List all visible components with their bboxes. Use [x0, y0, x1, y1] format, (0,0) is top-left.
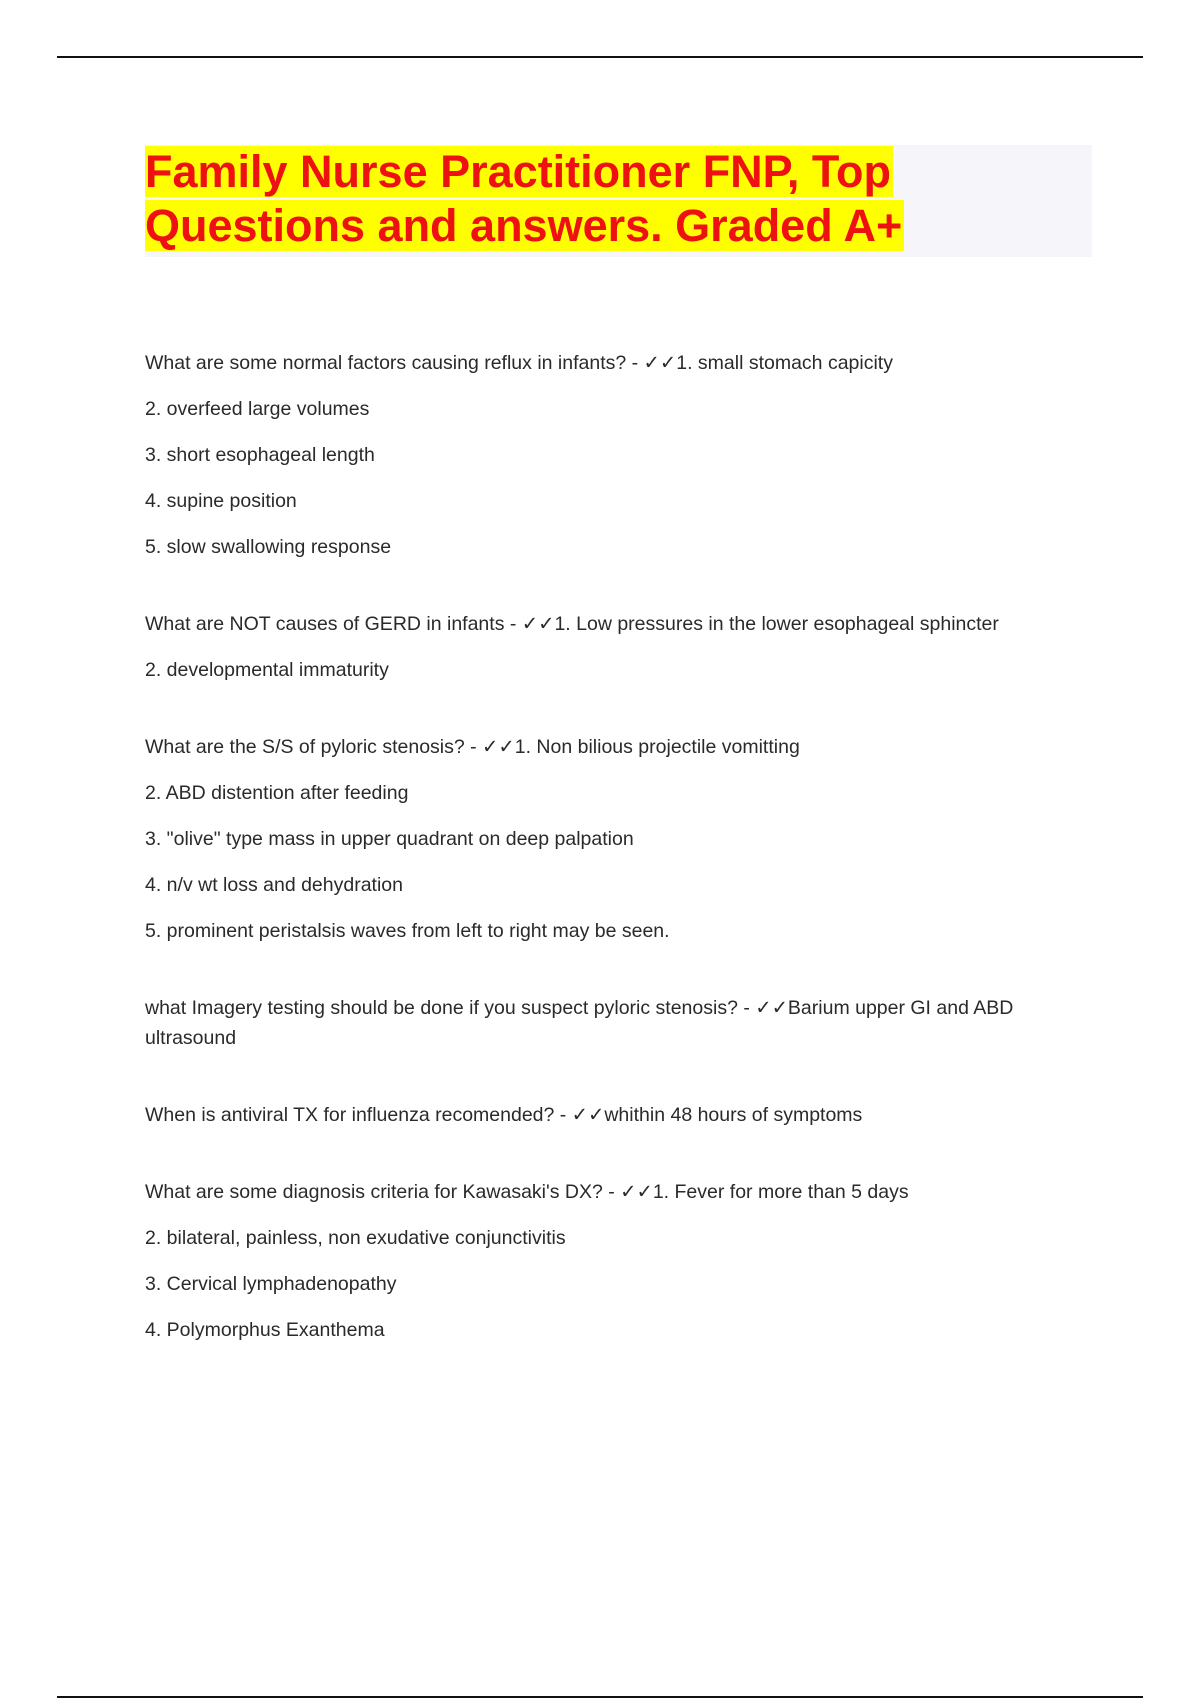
title-line-1: Family Nurse Practitioner FNP, Top — [145, 146, 892, 197]
qa-item — [145, 1177, 1085, 1345]
top-rule — [57, 56, 1143, 58]
answer-line: 5. slow swallowing response — [145, 536, 392, 558]
qa-list — [145, 348, 1085, 1392]
question-line: What are NOT causes of GERD in infants - ✓✓1. Low pressures in the lower esophageal sphincter — [145, 613, 999, 635]
answer-line: 4. n/v wt loss and dehydration — [145, 874, 403, 896]
question-line: What are some diagnosis criteria for Kawasaki's DX? - ✓✓1. Fever for more than 5 days — [145, 1181, 909, 1203]
answer-line: 4. Polymorphus Exanthema — [145, 1319, 385, 1341]
answer-line: 3. short esophageal length — [145, 444, 375, 466]
bottom-rule — [57, 1696, 1143, 1698]
qa-item — [145, 609, 1085, 685]
answer-line: 2. ABD distention after feeding — [145, 782, 409, 804]
answer-line: 2. overfeed large volumes — [145, 398, 370, 420]
question-line: what Imagery testing should be done if you suspect pyloric stenosis? - ✓✓Barium upper GI and ABD ultrasound — [145, 997, 1014, 1049]
answer-line: 3. "olive" type mass in upper quadrant on deep palpation — [145, 828, 634, 850]
qa-item — [145, 732, 1085, 946]
title-line-2: Questions and answers. Graded A+ — [145, 200, 903, 251]
qa-item — [145, 1100, 1085, 1130]
qa-item — [145, 348, 1085, 562]
answer-line: 2. developmental immaturity — [145, 659, 389, 681]
answer-line: 4. supine position — [145, 490, 297, 512]
question-line: When is antiviral TX for influenza recomended? - ✓✓whithin 48 hours of symptoms — [145, 1104, 863, 1126]
title-block — [145, 145, 1092, 257]
answer-line: 3. Cervical lymphadenopathy — [145, 1273, 397, 1295]
answer-line: 5. prominent peristalsis waves from left to right may be seen. — [145, 920, 670, 942]
answer-line: 2. bilateral, painless, non exudative conjunctivitis — [145, 1227, 566, 1249]
document-title — [145, 145, 1092, 253]
question-line: What are some normal factors causing reflux in infants? - ✓✓1. small stomach capicity — [145, 352, 893, 374]
qa-item — [145, 993, 1085, 1053]
question-line: What are the S/S of pyloric stenosis? - ✓✓1. Non bilious projectile vomitting — [145, 736, 800, 758]
